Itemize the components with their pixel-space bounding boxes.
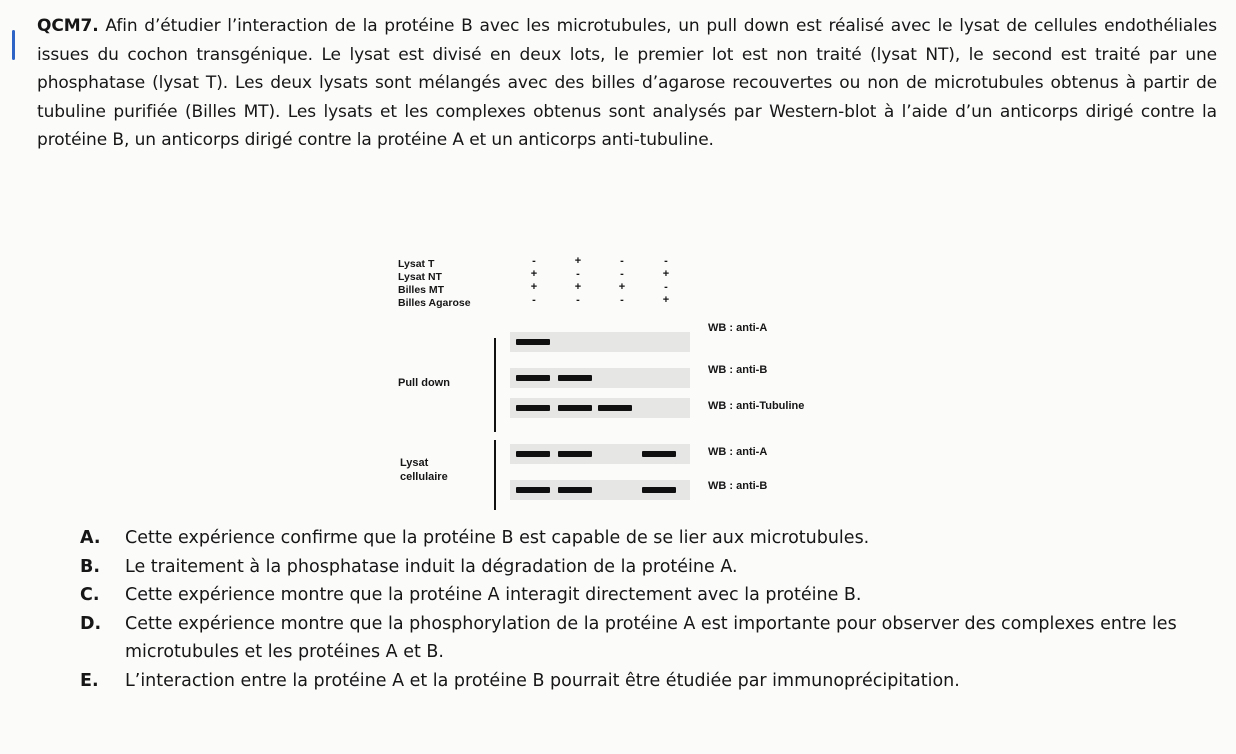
sign: -	[664, 255, 668, 267]
answer-c[interactable]	[80, 581, 1230, 610]
lysate-label-line2: cellulaire	[400, 471, 448, 483]
western-blot-figure	[398, 252, 868, 514]
question-text	[37, 12, 1217, 155]
blot-band	[558, 405, 592, 411]
answer-letter: E.	[80, 670, 99, 691]
blot-band	[642, 451, 676, 457]
sign: -	[664, 281, 668, 293]
wb-label-anti-b-pulldown: WB : anti-B	[708, 364, 768, 376]
answer-b[interactable]	[80, 553, 1230, 582]
blot-band	[516, 451, 550, 457]
sign: +	[662, 294, 670, 306]
blot-band	[516, 405, 550, 411]
wb-label-anti-tubuline: WB : anti-Tubuline	[708, 400, 805, 412]
margin-mark	[12, 30, 15, 60]
sign: -	[620, 268, 624, 280]
blot-band	[558, 451, 592, 457]
wb-label-anti-b-lysate: WB : anti-B	[708, 480, 768, 492]
answer-text: Cette expérience confirme que la protéine B est capable de se lier aux microtubules.	[125, 528, 870, 548]
wb-label-anti-a-pulldown: WB : anti-A	[708, 322, 768, 334]
blot-band	[558, 375, 592, 381]
blot-band	[516, 375, 550, 381]
sign: +	[618, 281, 626, 293]
sign: +	[530, 268, 538, 280]
wb-label-anti-a-lysate: WB : anti-A	[708, 446, 768, 458]
answer-e[interactable]	[80, 667, 1230, 696]
blot-band	[598, 405, 632, 411]
sign: -	[576, 294, 580, 306]
condition-label-lysat-t: Lysat T	[398, 258, 435, 270]
lysate-bracket	[494, 440, 496, 510]
blot-band	[642, 487, 676, 493]
answer-list	[80, 524, 1230, 695]
sign: -	[532, 294, 536, 306]
sign: -	[620, 294, 624, 306]
answer-text: Le traitement à la phosphatase induit la dégradation de la protéine A.	[125, 556, 738, 577]
sign: +	[662, 268, 670, 280]
condition-label-billes-agarose: Billes Agarose	[398, 297, 471, 309]
lysate-label-line1: Lysat	[400, 457, 429, 469]
answer-letter: C.	[80, 585, 100, 605]
question-body: Afin d’étudier l’interaction de la protéine B avec les microtubules, un pull down est réalisé avec le lysat de cellules endothéliales issues du cochon transgénique. Le lysat est divisé en deux lots, le premier lot est non traité (lysat NT), le second est traité par une phosphatase (lysat T). Les deux lysats sont mélangés avec des billes d’agarose recouvertes ou non de microtubules obtenus à partir de tubuline purifiée (Billes MT). Les lysats et les complexes obtenus sont analysés par Western-blot à l’aide d’un anticorps dirigé contre la protéine B, un anticorps dirigé contre la protéine A et un anticorps anti-tubuline.	[37, 16, 1217, 150]
blot-band	[558, 487, 592, 493]
answer-text: Cette expérience montre que la phosphorylation de la protéine A est importante pour observer des complexes entre les microtubules et les protéines A et B.	[125, 613, 1177, 662]
blot-band	[516, 487, 550, 493]
question-number: QCM7.	[37, 16, 99, 36]
condition-label-billes-mt: Billes MT	[398, 284, 445, 296]
sign: +	[530, 281, 538, 293]
sign: +	[574, 255, 582, 267]
answer-a[interactable]	[80, 524, 1230, 553]
pull-down-bracket	[494, 338, 496, 432]
sign: -	[620, 255, 624, 267]
answer-letter: B.	[80, 556, 100, 577]
answer-letter: A.	[80, 528, 101, 548]
answer-text: L’interaction entre la protéine A et la protéine B pourrait être étudiée par immunoprécipitation.	[125, 670, 960, 691]
blot-band	[516, 339, 550, 345]
answer-text: Cette expérience montre que la protéine A interagit directement avec la protéine B.	[125, 585, 862, 605]
sign: -	[576, 268, 580, 280]
sign: +	[574, 281, 582, 293]
sign: -	[532, 255, 536, 267]
answer-letter: D.	[80, 613, 102, 634]
answer-d[interactable]	[80, 610, 1230, 667]
condition-label-lysat-nt: Lysat NT	[398, 271, 442, 283]
pull-down-label: Pull down	[398, 377, 450, 389]
